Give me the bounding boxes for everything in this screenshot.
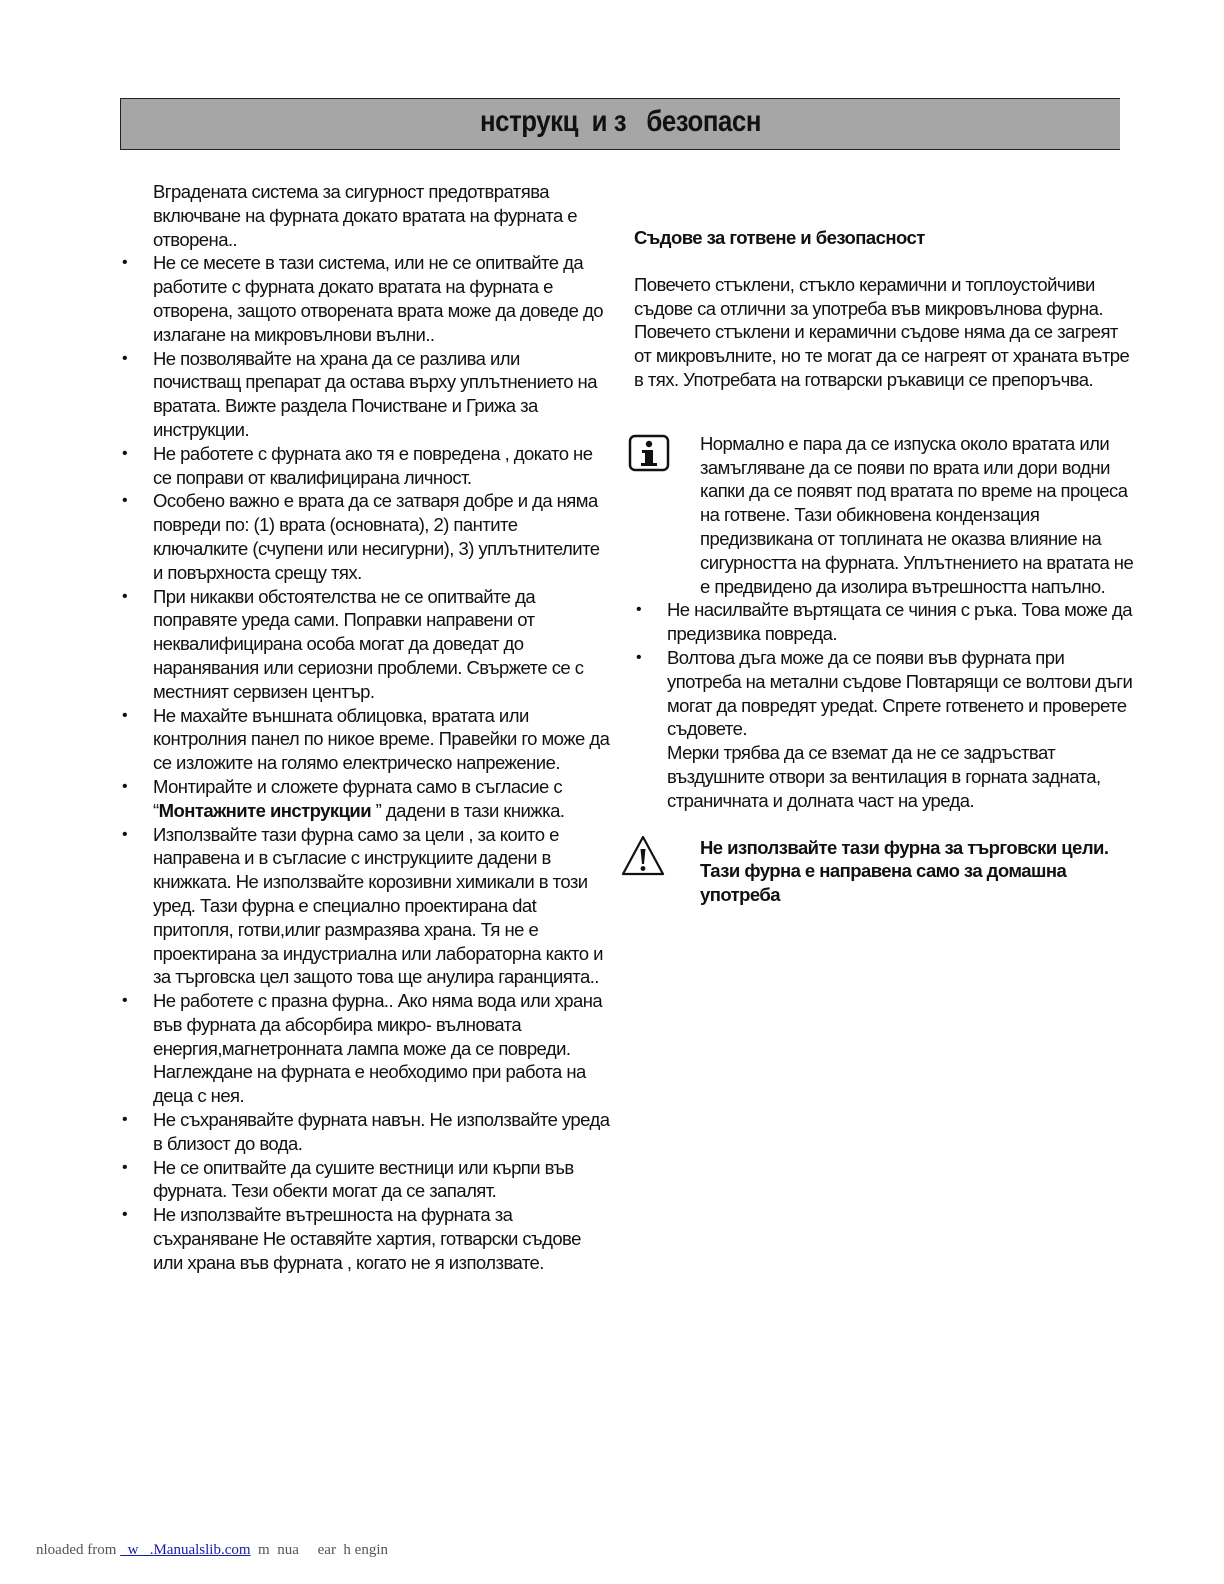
bullet-icon: • <box>122 777 128 795</box>
list-item: • Особено важно е врата да се затваря добре и да няма повреди по: (1) врата (основната), 2) пантите ключалките (счупени или несигурни), 3) уплътнителите и повърхноста срещу тях. <box>122 490 600 583</box>
right-column <box>634 226 1134 907</box>
bullet-icon: • <box>122 254 128 272</box>
bullet-icon: • <box>122 1111 128 1129</box>
bullet-icon: • <box>122 587 128 605</box>
list-item: • Не работете с фурната ако тя е повредена , докато не се поправи от квалифицирана личност. <box>122 442 593 488</box>
list-item: • Волтова дъга може да се появи във фурната при употреба на метални съдове Повтарящи се волтови дъги могат да повредят уредat. Спрете готвенето и проверете съдовете. <box>636 646 1133 740</box>
cookware-list <box>634 598 1134 741</box>
cookware-paragraph: Повечето стъклени, стъкло керамични и топлоустойчиви съдове са отлични за употреба във микровълнова фурна. Повечето стъклени и керамични съдове няма да се загреят от микровълните, но те могат да се нагреят от храната вътре в тях. Употребата на готварски ръкавици се препоръчва. <box>634 273 1130 390</box>
info-notice-text: Нормално е пара да се изпуска около вратата или замъгляване да се появи по врата или дори водни капки да се появят под вратата по време на процеса на готвене. Тази обикновена кондензация предизвикана от топлината не оказва влияние на сигурността на фурната. Уплътнението на вратата не е предвидено да изолира вътрешността напълно. <box>700 432 1134 597</box>
bullet-icon: • <box>122 1206 128 1224</box>
list-item: • Не насилвайте въртящата се чиния с ръка. Това може да предизвика повреда. <box>636 599 1132 645</box>
warning-notice <box>634 836 1134 907</box>
bullet-icon: • <box>122 825 128 843</box>
info-icon <box>628 434 670 472</box>
section-title: нструкц и з безопасн <box>479 105 762 138</box>
list-item: • Не работете с празна фурна.. Ако няма вода или храна във фурната да абсорбира микро- вълновата енергия,магнетронната лампа може да се повреди. Наглеждане на фурната е необходимо при работа на деца с нея. <box>122 990 603 1107</box>
info-notice <box>634 432 1134 599</box>
bullet-icon: • <box>636 648 642 666</box>
left-column <box>120 180 610 1275</box>
list-item: • Не използвайте вътрешноста на фурната за съхраняване Не оставяйте хартия, готварски съдове или храна във фурната , когато не я използвате. <box>122 1204 581 1273</box>
manualslib-link[interactable]: w .Manualslib.com <box>120 1542 251 1558</box>
list-item: • Не позволявайте на храна да се разлива или почистващ препарат да остава върху уплътнението на вратата. Вижте раздела Почистване и Грижа за инструкции. <box>122 347 597 440</box>
cookware-heading: Съдове за готвене и безопасност <box>634 227 925 248</box>
list-item: • Използвайте тази фурна само за цели , за които е направена и в съгласие с инструкциите дадени в книжката. Не използвайте корозивни химикали в този уред. Тази фурна е специално проектирана dat притопля, готви,илиr размразява храна. Тя не е проектирана за индустриална или лабораторна както и за търговска цел защото това ще анулира гаранцията.. <box>122 823 603 988</box>
bullet-icon: • <box>122 349 128 367</box>
download-footer: nloaded from w .Manualslib.com m nua ear h engin <box>36 1542 389 1558</box>
section-header-bar <box>120 98 1120 150</box>
bullet-icon: • <box>122 492 128 510</box>
warning-triangle-icon <box>620 834 666 878</box>
bullet-icon: • <box>636 601 642 619</box>
list-item: • Не се опитвайте да сушите вестници или кърпи във фурната. Тези обекти могат да се запалят. <box>122 1156 574 1202</box>
bullet-icon: • <box>122 444 128 462</box>
list-item-mounting: • Монтирайте и сложете фурната само в съгласие с “Монтажните инструкции ” дадени в тази книжка. <box>122 775 565 821</box>
mounting-instructions-ref: Монтажните инструкции <box>158 799 372 821</box>
safety-list-1 <box>120 251 610 1274</box>
list-item: • Не се месете в тази система, или не се опитвайте да работите с фурната докато вратата на фурната е отворена, защото отворената врата може да доведе до излагане на микровълнови вълни.. <box>122 252 603 345</box>
ventilation-note: Мерки трябва да се вземат да не се задръстват въздушните отвори за вентилация в горната задната, страничната и долната част на уреда. <box>667 742 1101 811</box>
list-item: • Не съхранявайте фурната навън. Не използвайте уреда в близост до вода. <box>122 1109 610 1154</box>
list-item: • Не махайте външната облицовка, вратата или контролния панел по никое време. Правейки го може да се изложите на голямо електрическо напрежение. <box>122 704 610 774</box>
bullet-icon: • <box>122 706 128 724</box>
intro-paragraph: Вградената система за сигурност предотвратява включване на фурната докато вратата на фурната е отворена.. <box>153 181 578 250</box>
list-item: • При никакви обстоятелства не се опитвайте да поправяте уреда сами. Поправки направени от неквалифицирана особа могат да доведат до наранявания или сериозни проблеми. Свържете се с местният сервизен център. <box>122 585 584 702</box>
warning-text: Не използвайте тази фурна за търговски цели. Тази фурна е направена само за домашна употреба <box>700 836 1109 906</box>
bullet-icon: • <box>122 1158 128 1176</box>
bullet-icon: • <box>122 992 128 1010</box>
